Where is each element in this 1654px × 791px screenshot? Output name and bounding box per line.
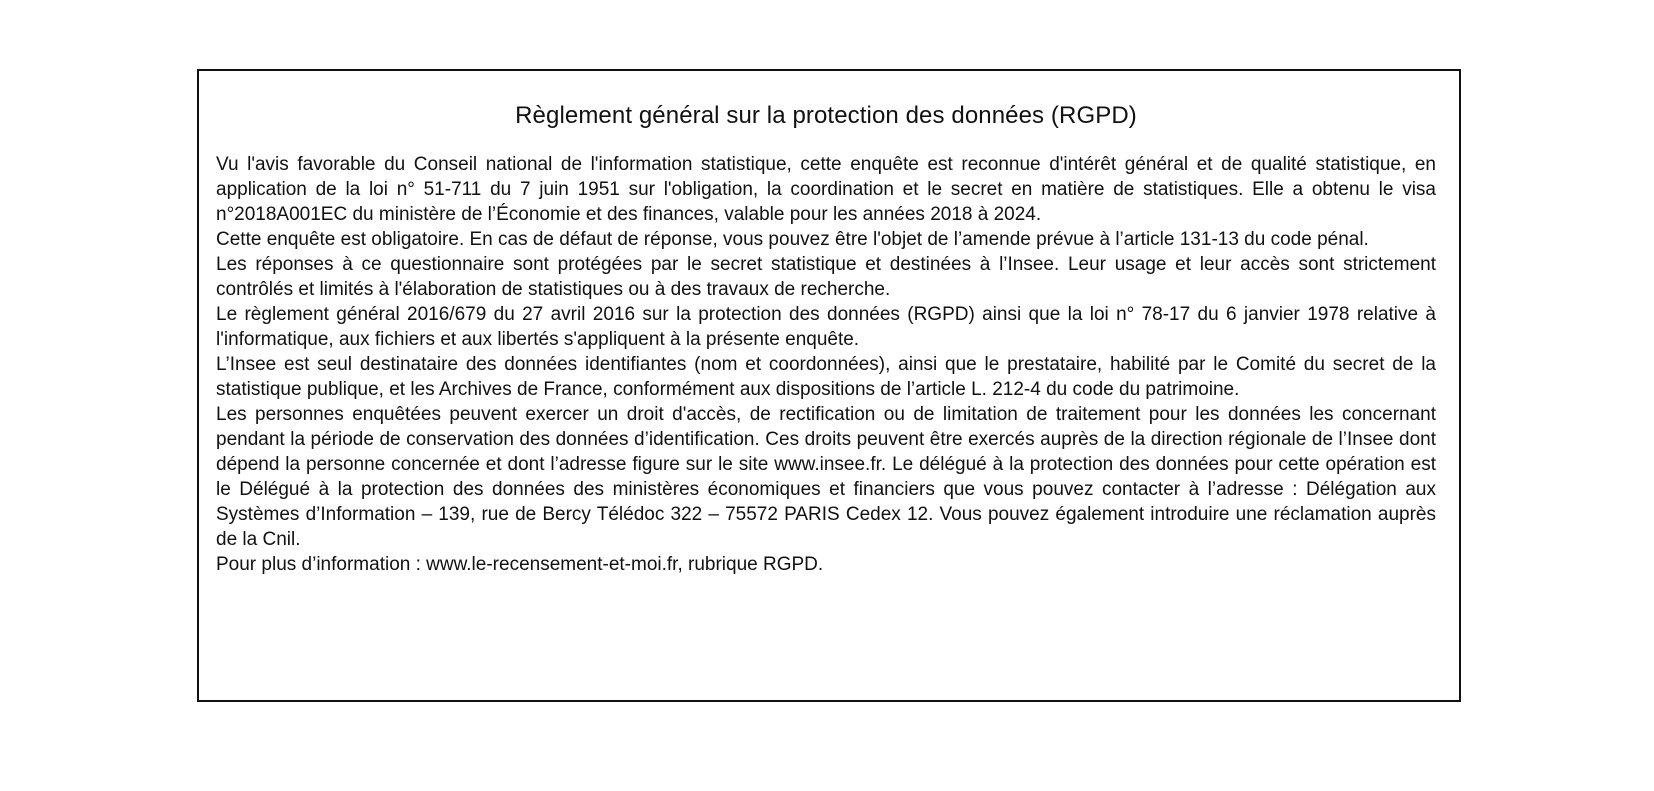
paragraph-rights: Les personnes enquêtées peuvent exercer un droit d'accès, de rectification ou de limitation de traitement pour les données les concernant pendant la période de conservation des données d’identification. Ces droits peuvent être exercés auprès de la direction régionale de l’Insee dont dépend la personne concernée et dont l’adresse figure sur le site www.insee.fr. Le délégué à la protection des données pour cette opération est le Délégué à la protection des données des ministères économiques et financiers que vous pouvez contacter à l’adresse : Délégation aux Systèmes d’Information – 139, rue de Bercy Télédoc 322 – 75572 PARIS Cedex 12. Vous pouvez également introduire une réclamation auprès de la Cnil. [216, 404, 1436, 550]
paragraph-data-recipients: L’Insee est seul destinataire des données identifiantes (nom et coordonnées), ainsi que le prestataire, habilité par le Comité du secret de la statistique publique, et les Archives de France, conformément aux dispositions de l’article L. 212-4 du code du patrimoine. [216, 354, 1436, 400]
rgpd-notice-box [197, 69, 1461, 702]
paragraph-more-info: Pour plus d’information : www.le-recensement-et-moi.fr, rubrique RGPD. [216, 554, 824, 575]
notice-body [216, 152, 1436, 577]
paragraph-statistical-secret: Les réponses à ce questionnaire sont protégées par le secret statistique et destinées à l’Insee. Leur usage et leur accès sont strictement contrôlés et limités à l'élaboration de statistiques ou à des travaux de recherche. [216, 254, 1436, 300]
paragraph-rgpd-law: Le règlement général 2016/679 du 27 avril 2016 sur la protection des données (RGPD) ainsi que la loi n° 78-17 du 6 janvier 1978 relative à l'informatique, aux fichiers et aux libertés s'appliquent à la présente enquête. [216, 304, 1436, 350]
paragraph-obligation: Cette enquête est obligatoire. En cas de défaut de réponse, vous pouvez être l'objet de l’amende prévue à l’article 131-13 du code pénal. [216, 229, 1369, 250]
paragraph-cnis-visa: Vu l'avis favorable du Conseil national de l'information statistique, cette enquête est reconnue d'intérêt général et de qualité statistique, en application de la loi n° 51-711 du 7 juin 1951 sur l'obligation, la coordination et le secret en matière de statistiques. Elle a obtenu le visa n°2018A001EC du ministère de l’Économie et des finances, valable pour les années 2018 à 2024. [216, 154, 1436, 225]
notice-title: Règlement général sur la protection des données (RGPD) [515, 102, 1137, 129]
